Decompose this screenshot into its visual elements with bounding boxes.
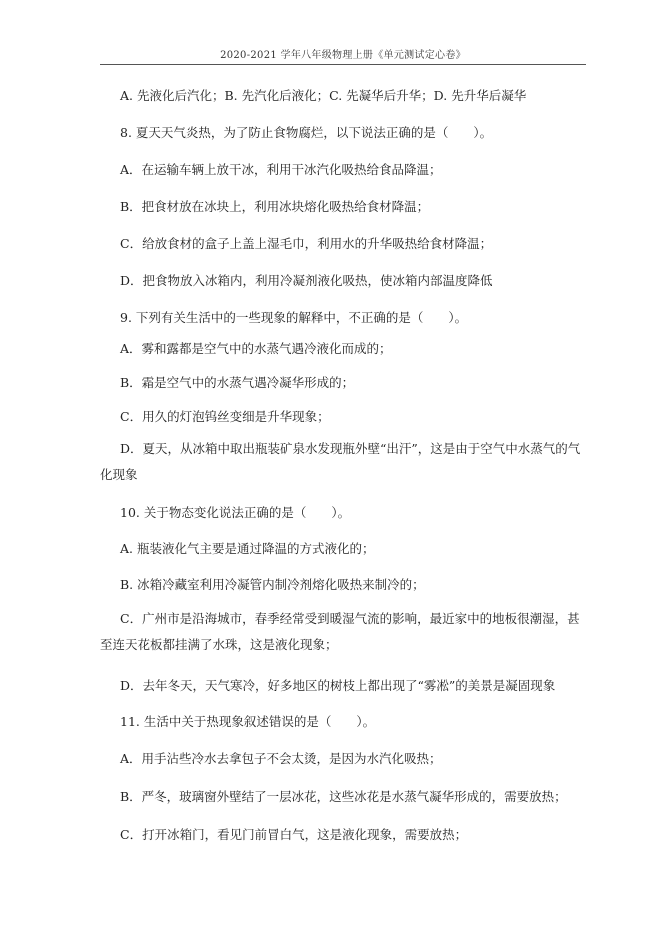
q11-option-b: B．严冬，玻璃窗外壁结了一层冰花，这些冰花是水蒸气凝华形成的，需要放热； <box>120 789 567 804</box>
q10-option-d: D．去年冬天，天气寒冷，好多地区的树枝上都出现了“雾凇”的美景是凝固现象 <box>120 678 556 693</box>
page-header: 2020-2021 学年八年级物理上册《单元测试定心卷》 <box>220 50 466 61</box>
q8-option-c: C．给放食材的盒子上盖上湿毛巾，利用水的升华吸热给食材降温； <box>120 236 493 251</box>
q11-option-a: A．用手沾些冷水去拿包子不会太烫，是因为水汽化吸热； <box>120 751 442 766</box>
q11-stem: 11. 生活中关于热现象叙述错误的是（ ）。 <box>120 714 376 729</box>
q10-stem: 10. 关于物态变化说法正确的是（ ）。 <box>120 505 351 520</box>
q9-option-d: D．夏天，从冰箱中取出瓶装矿泉水发现瓶外壁“出汗”，这是由于空气中水蒸气的气化现象 <box>100 441 581 482</box>
q10-option-c: C．广州市是沿海城市，春季经常受到暖湿气流的影响，最近家中的地板很潮湿，甚至连天花板都挂满了水珠，这是液化现象； <box>100 611 580 652</box>
header-divider <box>100 64 586 65</box>
q9-option-c: C．用久的灯泡钨丝变细是升华现象； <box>120 409 330 424</box>
q7-options: A. 先液化后汽化；B. 先汽化后液化；C. 先凝华后升华；D. 先升华后凝华 <box>120 88 527 103</box>
q11-option-c: C．打开冰箱门，看见门前冒白气，这是液化现象，需要放热； <box>120 827 468 842</box>
q8-option-b: B．把食材放在冰块上，利用冰块熔化吸热给食材降温； <box>120 199 430 214</box>
q9-option-b: B．霜是空气中的水蒸气遇冷凝华形成的； <box>120 375 355 390</box>
q8-option-a: A．在运输车辆上放干冰，利用干冰汽化吸热给食品降温； <box>120 162 442 177</box>
q9-option-a: A．雾和露都是空气中的水蒸气遇冷液化而成的； <box>120 341 392 356</box>
q8-option-d: D．把食物放入冰箱内，利用冷凝剂液化吸热，使冰箱内部温度降低 <box>120 273 493 288</box>
q8-stem: 8. 夏天天气炎热，为了防止食物腐烂，以下说法正确的是（ ）。 <box>120 125 493 140</box>
q10-option-a: A. 瓶装液化气主要是通过降温的方式液化的； <box>120 541 375 556</box>
q10-option-b: B. 冰箱冷藏室利用冷凝管内制冷剂熔化吸热来制冷的； <box>120 577 425 592</box>
q9-stem: 9. 下列有关生活中的一些现象的解释中，不正确的是（ ）。 <box>120 310 468 325</box>
